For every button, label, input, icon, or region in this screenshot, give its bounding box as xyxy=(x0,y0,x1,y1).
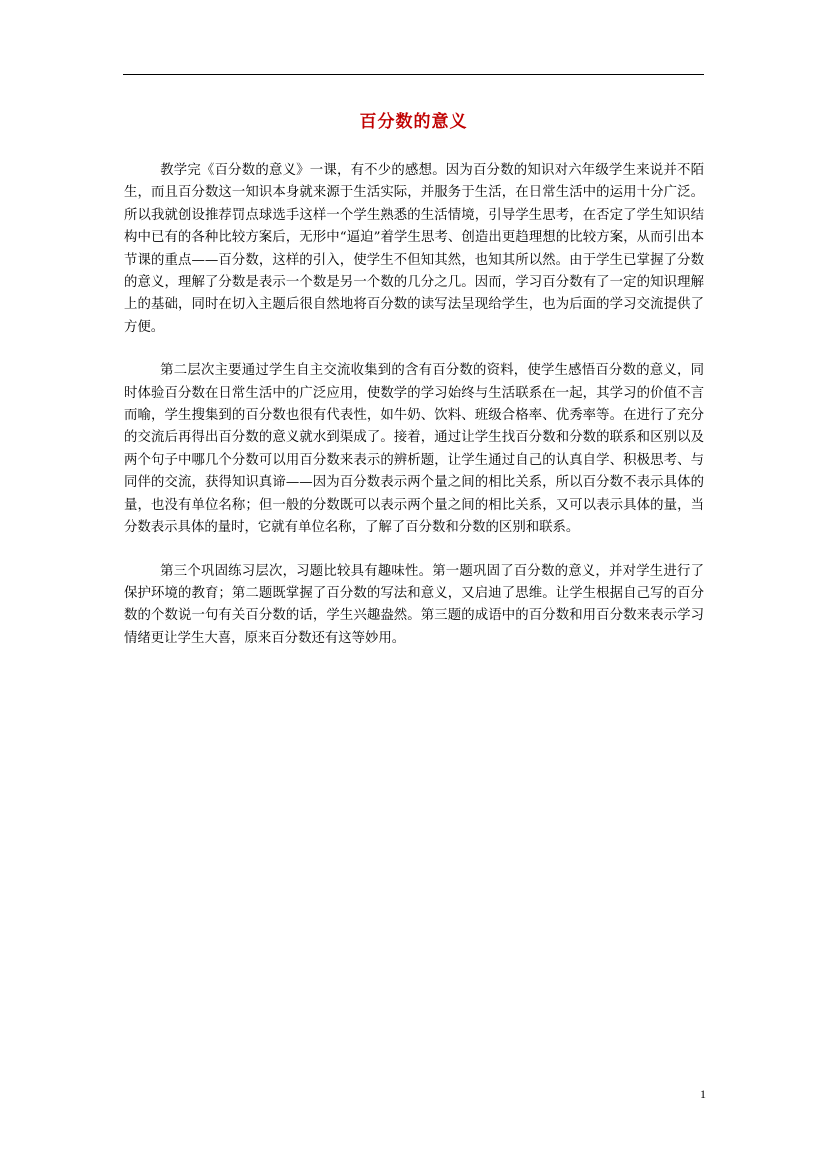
document-title: 百分数的意义 xyxy=(359,112,468,132)
page-number: 1 xyxy=(700,1087,706,1101)
paragraph-1: 教学完《百分数的意义》一课，有不少的感想。因为百分数的知识对六年级学生来说并不陌生，而且百分数这一知识本身就来源于生活实际，并服务于生活，在日常生活中的运用十分广泛。所以我就创设推荐罚点球选手这样一个学生熟悉的生活情境，引导学生思考，在否定了学生知识结构中已有的各种比较方案后，无形中“逼迫”着学生思考、创造出更趋理想的比较方案，从而引出本节课的重点——百分数，这样的引入，使学生不但知其然，也知其所以然。由于学生已掌握了分数的意义，理解了分数是表示一个数是另一个数的几分之几。因而，学习百分数有了一定的知识理解上的基础，同时在切入主题后很自然地将百分数的读写法呈现给学生，也为后面的学习交流提供了方便。 xyxy=(124,163,704,335)
paragraph-3: 第三个巩固练习层次，习题比较具有趣味性。第一题巩固了百分数的意义，并对学生进行了保护环境的教育；第二题既掌握了百分数的写法和意义，又启迪了思维。让学生根据自己写的百分数的个数说一句有关百分数的话，学生兴趣盎然。第三题的成语中的百分数和用百分数来表示学习情绪更让学生大喜，原来百分数还有这等妙用。 xyxy=(124,563,704,646)
header-rule xyxy=(123,74,704,75)
paragraph-2: 第二层次主要通过学生自主交流收集到的含有百分数的资料，使学生感悟百分数的意义，同时体验百分数在日常生活中的广泛应用，使数学的学习始终与生活联系在一起，其学习的价值不言而喻，学生搜集到的百分数也很有代表性，如牛奶、饮料、班级合格率、优秀率等。在进行了充分的交流后再得出百分数的意义就水到渠成了。接着，通过让学生找百分数和分数的联系和区别以及两个句子中哪几个分数可以用百分数来表示的辨析题，让学生通过自己的认真自学、积极思考、与同伴的交流，获得知识真谛——因为百分数表示两个量之间的相比关系，所以百分数不表示具体的量，也没有单位名称；但一般的分数既可以表示两个量之间的相比关系，又可以表示具体的量，当分数表示具体的量时，它就有单位名称，了解了百分数和分数的区别和联系。 xyxy=(124,363,704,536)
document-body xyxy=(124,160,704,671)
